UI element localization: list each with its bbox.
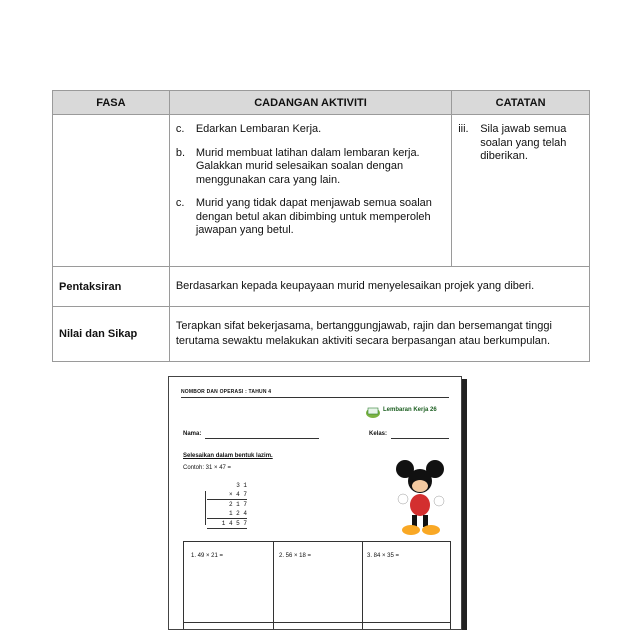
pentaksiran-label: Pentaksiran [53,267,170,307]
cartoon-mouse-icon [393,459,447,537]
calc-row: 2 1 7 [228,501,247,508]
list-item-text: Murid yang tidak dapat menjawab semua soalan dengan betul akan dibimbing untuk memperoleh jawapan yang betul. [195,197,432,236]
lesson-plan-table [52,90,590,362]
table-header-row [53,91,590,115]
worksheet-header: NOMBOR DAN OPERASI : TAHUN 4 [181,389,272,395]
question-grid [183,541,451,630]
note-cell [452,115,590,267]
class-label: Kelas: [369,431,388,437]
list-item-text: Edarkan Lembaran Kerja. [195,123,322,135]
list-item-label: b. [175,146,186,159]
question-2: 2. 56 × 18 = [279,553,312,559]
list-item [176,147,445,188]
name-line [205,438,319,439]
calc-row: × 4 7 [207,490,247,500]
calc-row: 1 4 5 7 [207,519,247,529]
question-1: 1. 49 × 21 = [191,553,224,559]
divider [181,397,449,398]
list-item-label: c. [175,123,185,135]
calc-arrow [205,491,206,525]
nilai-label: Nilai dan Sikap [53,307,170,362]
note-item [458,123,583,164]
worksheet-instruction: Selesaikan dalam bentuk lazim. [183,453,273,459]
name-label: Nama: [183,431,202,437]
class-line [391,438,449,439]
worksheet-badge-icon [365,405,381,419]
note-label: iii. [458,123,469,135]
activity-cell [169,115,451,267]
pentaksiran-row [53,267,590,307]
list-item-text: Murid membuat latihan dalam lembaran kerja. Galakkan murid selesaikan soalan dengan menggunakan cara yang lain. [195,146,420,186]
grid-divider [184,622,450,623]
activity-row [53,115,590,267]
list-item [176,123,445,137]
header-fasa: FASA [53,91,170,115]
worksheet-title: Lembaran Kerja 26 [383,407,437,413]
grid-divider [362,542,363,630]
pentaksiran-text: Berdasarkan kepada keupayaan murid menyelesaikan projek yang diberi. [169,267,589,307]
worksheet-image [168,376,462,630]
header-cadangan-aktiviti: CADANGAN AKTIVITI [169,91,451,115]
grid-divider [273,542,274,630]
worksheet-example: Contoh: 31 × 47 = [183,465,232,471]
calc-row: 3 1 [236,482,247,489]
nilai-row [53,307,590,362]
note-text: Sila jawab semua soalan yang telah diberikan. [480,123,567,162]
worked-calculation [207,481,247,529]
header-catatan: CATATAN [452,91,590,115]
nilai-text: Terapkan sifat bekerjasama, bertanggungjawab, rajin dan bersemangat tinggi terutama sewaktu melakukan aktiviti secara berpasangan atau berkumpulan. [169,307,589,362]
list-item-label: c. [175,197,185,209]
question-3: 3. 84 × 35 = [367,553,400,559]
calc-row: 1 2 4 [207,509,247,519]
fasa-cell-empty [53,115,170,267]
list-item [176,197,445,238]
